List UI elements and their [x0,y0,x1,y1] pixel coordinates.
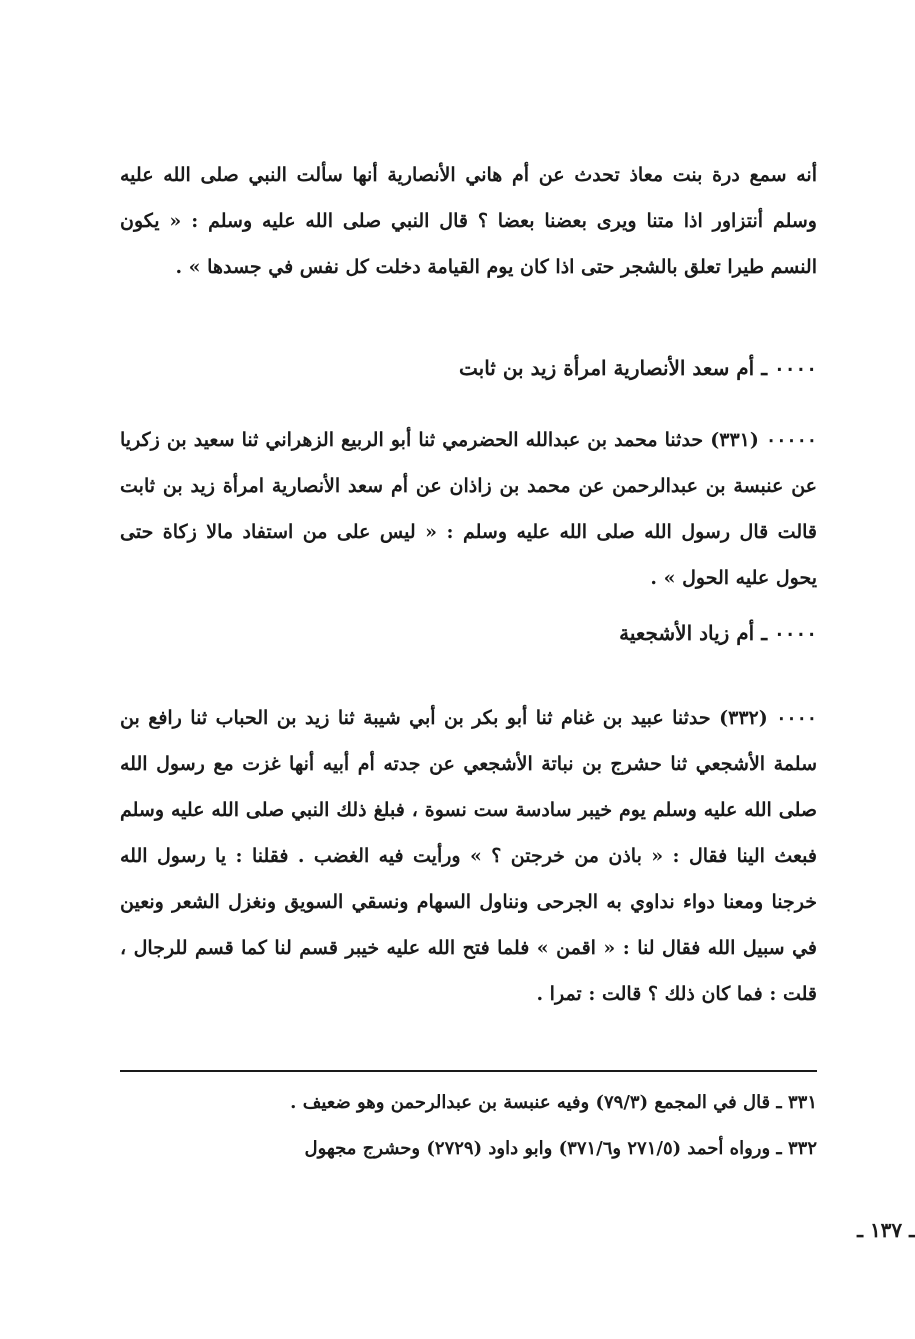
section-heading-umm-ziyad: ٠٠٠٠ ـ أم زياد الأشجعية [619,621,817,645]
paragraph-hadith-332: ٠٠٠٠ (٣٣٢) حدثنا عبيد بن غنام ثنا أبو بكر بن أبي شيبة ثنا زيد بن الحباب ثنا رافع بن سلمة الأشجعي ثنا حشرج بن نباتة الأشجعي عن جدته أم أبيه أنها غزت مع رسول الله صلى الله عليه وسلم يوم خيبر سادسة ست نسوة ، فبلغ ذلك النبي صلى الله عليه وسلم فبعث الينا فقال : « باذن من خرجتن ؟ » ورأيت فيه الغضب . فقلنا : يا رسول الله خرجنا ومعنا دواء نداوي به الجرحى ونناول السهام ونسقي السويق ونغزل الشعر ونعين في سبيل الله فقال لنا : « اقمن » فلما فتح الله عليه خيبر قسم لنا كما قسم للرجال ، قلت : فما كان ذلك ؟ قالت : تمرا . [120,707,818,1005]
paragraph-hadith-331: ٠٠٠٠٠ (٣٣١) حدثنا محمد بن عبدالله الحضرمي ثنا أبو الربيع الزهراني ثنا سعيد بن زكريا عن عنبسة بن عبدالرحمن عن محمد بن زاذان عن أم سعد الأنصارية امرأة زيد بن ثابت قالت قال رسول الله صلى الله عليه وسلم : « ليس على من استفاد مالا زكاة حتى يحول عليه الحول » . [120,429,818,589]
footnote-331: ٣٣١ ـ قال في المجمع (٧٩/٣) وفيه عنبسة بن عبدالرحمن وهو ضعيف . [290,1092,817,1113]
footnote-divider [120,1070,817,1072]
section-heading-umm-saad: ٠٠٠٠ ـ أم سعد الأنصارية امرأة زيد بن ثابت [458,356,817,380]
paragraph-umm-hani-hadith: أنه سمع درة بنت معاذ تحدث عن أم هاني الأنصارية أنها سألت النبي صلى الله عليه وسلم أنتزاور اذا متنا ويرى بعضنا بعضا ؟ قال النبي صلى الله عليه وسلم : « يكون النسم طيرا تعلق بالشجر حتى اذا كان يوم القيامة دخلت كل نفس في جسدها » . [120,164,817,278]
footnotes [120,1080,817,1172]
footnote-332: ٣٣٢ ـ ورواه أحمد (٢٧١/٥ و٣٧١/٦) وابو داود (٢٧٢٩) وحشرج مجهول [304,1138,817,1159]
page-number: ـ ١٣٧ ـ [857,1218,915,1242]
